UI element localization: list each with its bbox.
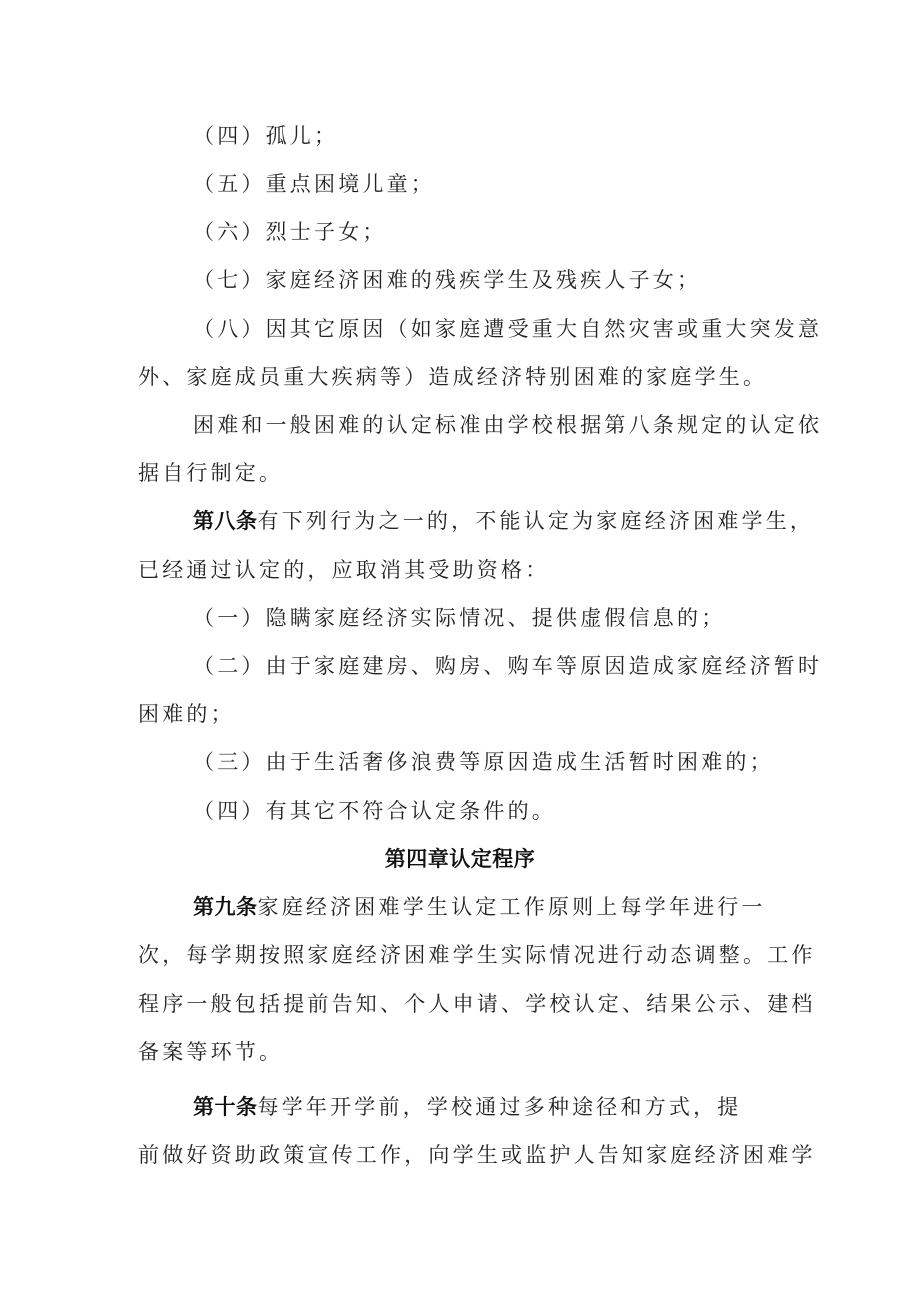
article-10-text: 每学年开学前，学校通过多种途径和方式，提 — [257, 1095, 742, 1119]
item-other-reasons-line2: 外、家庭成员重大疾病等）造成经济特别困难的家庭学生。 — [138, 365, 768, 389]
article-9-text: 家庭经济困难学生认定工作原则上每学年进行一 — [257, 895, 766, 919]
paragraph-standards-line1: 困难和一般困难的认定标准由学校根据第八条规定的认定依 — [193, 413, 823, 437]
article-8-item-1: （一）隐瞒家庭经济实际情况、提供虚假信息的； — [193, 606, 726, 630]
article-8-line2: 已经通过认定的，应取消其受助资格： — [138, 558, 550, 582]
item-key-difficult-children: （五）重点困境儿童； — [193, 172, 435, 196]
item-disabled-students: （七）家庭经济困难的残疾学生及残疾人子女； — [193, 268, 702, 292]
article-9-line1 — [193, 893, 766, 921]
article-9-label: 第九条 — [193, 895, 258, 919]
article-9-line3: 程序一般包括提前告知、个人申请、学校认定、结果公示、建档 — [138, 992, 816, 1016]
chapter-heading: 第四章认定程序 — [384, 847, 536, 871]
item-martyr-children: （六）烈士子女； — [193, 220, 387, 244]
article-10-line2: 前做好资助政策宣传工作，向学生或监护人告知家庭经济困难学 — [138, 1143, 816, 1167]
paragraph-standards-line2: 据自行制定。 — [138, 461, 284, 485]
item-orphan: （四）孤儿； — [193, 124, 339, 148]
article-9-line2: 次，每学期按照家庭经济困难学生实际情况进行动态调整。工作 — [138, 943, 816, 967]
article-8-item-4: （四）有其它不符合认定条件的。 — [193, 799, 556, 823]
article-10-label: 第十条 — [193, 1095, 258, 1119]
article-9-line4: 备案等环节。 — [138, 1040, 284, 1064]
article-8-text: 有下列行为之一的，不能认定为家庭经济困难学生， — [257, 509, 815, 533]
article-8-item-2-line1: （二）由于家庭建房、购房、购车等原因造成家庭经济暂时 — [193, 654, 823, 678]
article-8-item-3: （三）由于生活奢侈浪费等原因造成生活暂时困难的； — [193, 750, 774, 774]
item-other-reasons-line1: （八）因其它原因（如家庭遭受重大自然灾害或重大突发意 — [193, 317, 823, 341]
article-10-line1 — [193, 1093, 742, 1121]
article-8-line1 — [193, 507, 814, 535]
article-8-label: 第八条 — [193, 509, 258, 533]
article-8-item-2-line2: 困难的； — [138, 702, 235, 726]
